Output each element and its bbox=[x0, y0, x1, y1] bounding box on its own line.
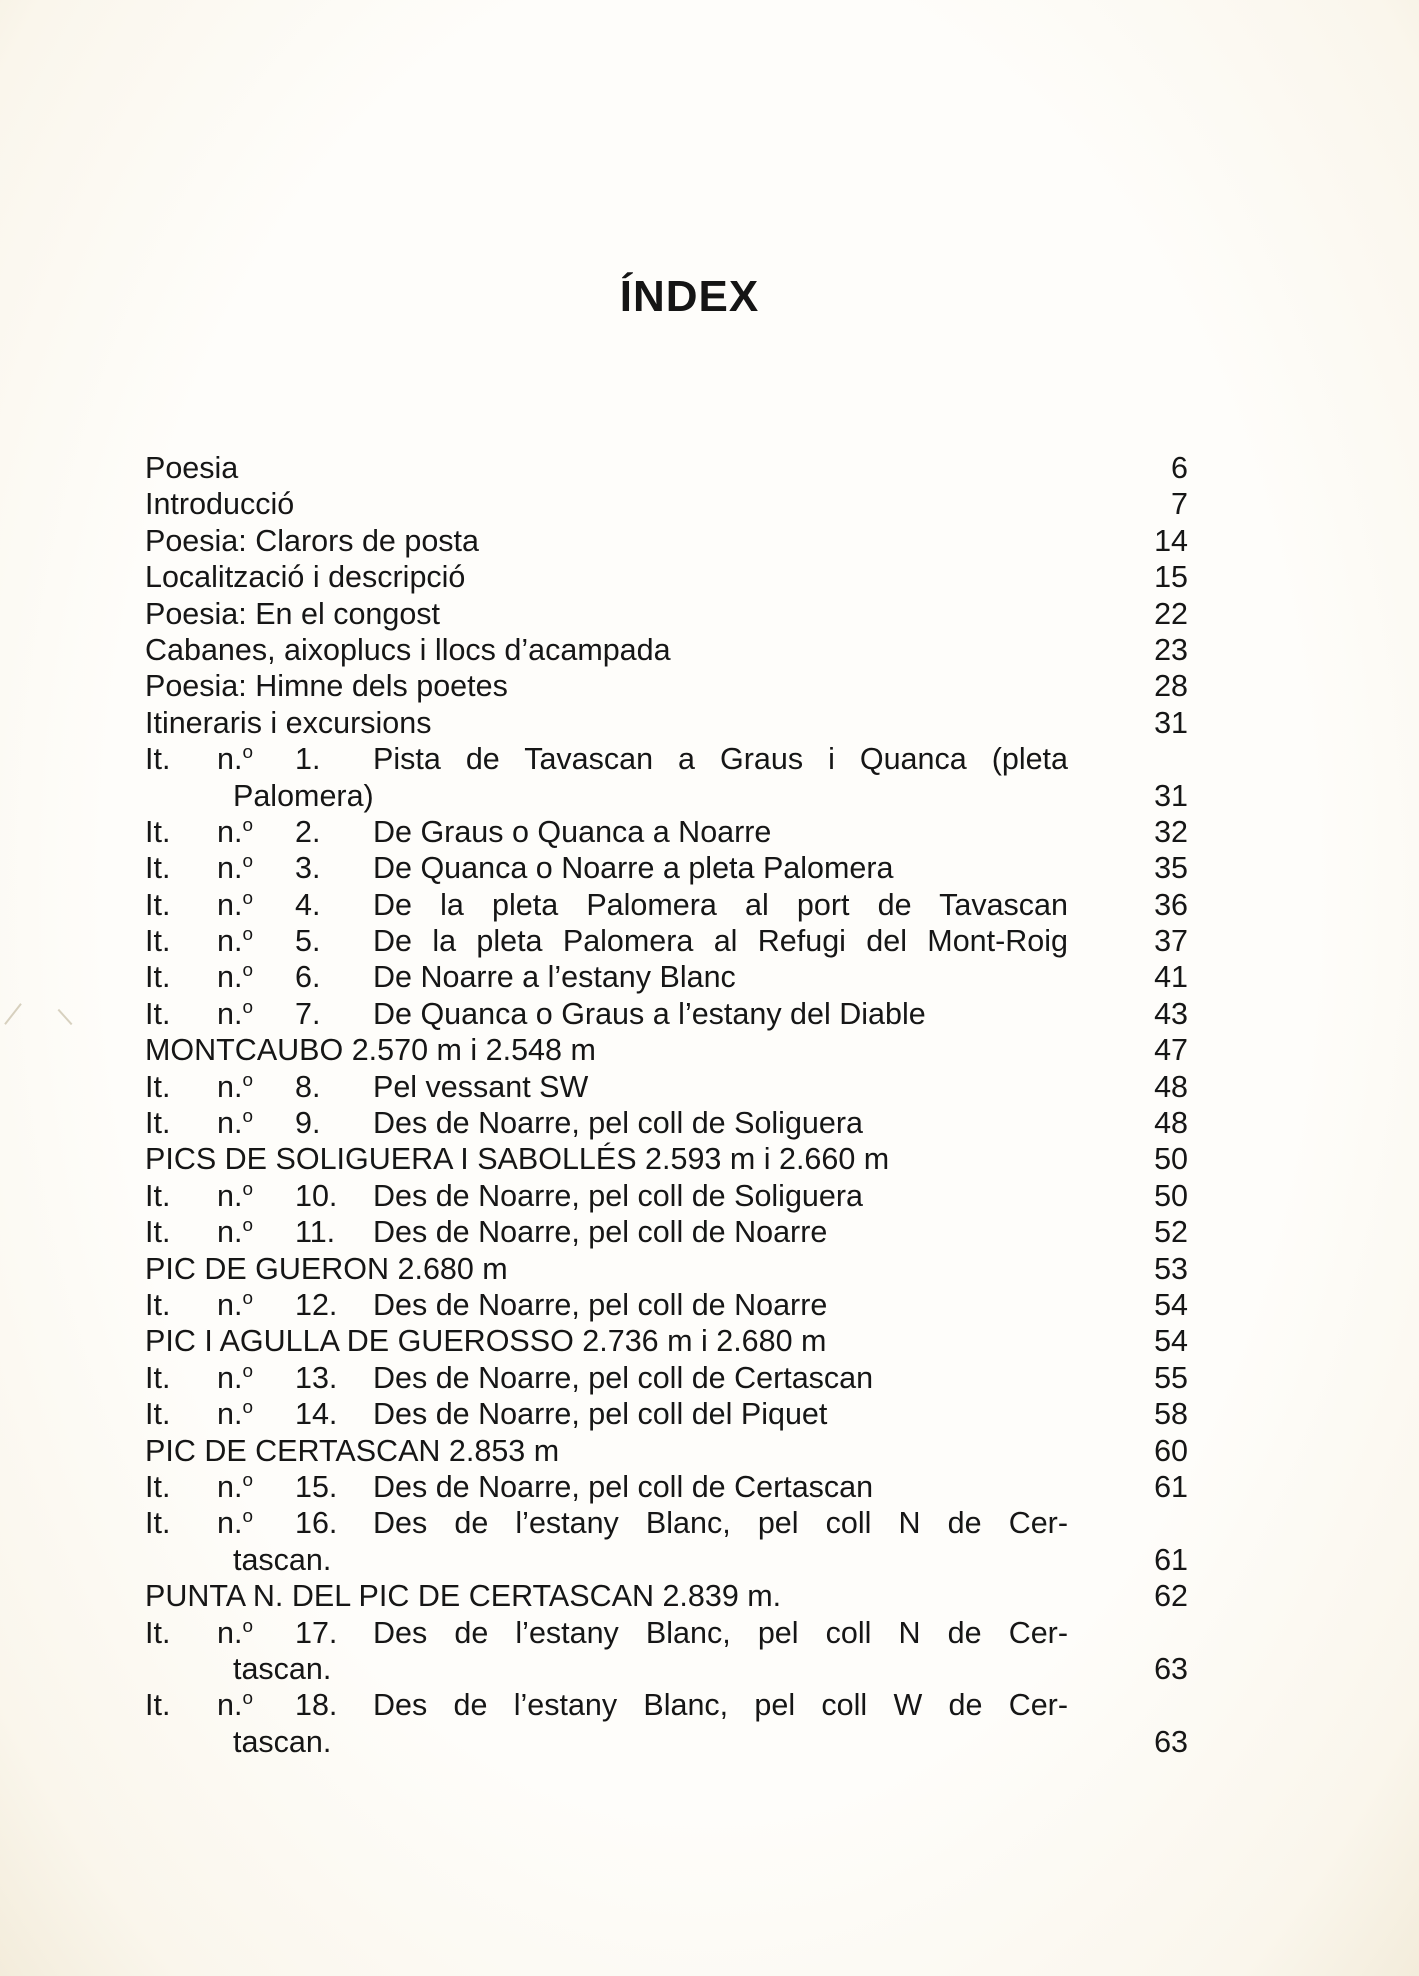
toc-row bbox=[145, 450, 1188, 486]
itinerary-number-abbrev: n.$^o$ bbox=[217, 1506, 253, 1541]
page-number: 61 bbox=[1154, 1542, 1188, 1577]
itinerary-number: 6. bbox=[295, 960, 321, 995]
itinerary-number-abbrev: n.$^o$ bbox=[217, 1360, 253, 1395]
page-number: 54 bbox=[1154, 1324, 1188, 1359]
toc-row bbox=[145, 705, 1188, 741]
page-number: 50 bbox=[1154, 1178, 1188, 1213]
toc-row bbox=[145, 1032, 1188, 1068]
entry-title: Palomera) bbox=[233, 778, 374, 813]
entry-title: De la pleta Palomera al Refugi del Mont-Roig bbox=[373, 924, 1068, 959]
toc-row bbox=[145, 850, 1188, 886]
ordinal-superscript: o bbox=[242, 1688, 253, 1710]
page-number: 41 bbox=[1154, 960, 1188, 995]
page-number: 54 bbox=[1154, 1287, 1188, 1322]
ordinal-superscript: o bbox=[242, 851, 253, 873]
itinerary-number: 9. bbox=[295, 1106, 321, 1141]
page-number: 35 bbox=[1154, 851, 1188, 886]
ordinal-superscript: o bbox=[242, 1469, 253, 1491]
page-number: 23 bbox=[1154, 632, 1188, 667]
toc-row bbox=[145, 1360, 1188, 1396]
dot-leader bbox=[254, 450, 1040, 486]
ordinal-superscript: o bbox=[242, 1105, 253, 1127]
itinerary-number-abbrev: n.$^o$ bbox=[217, 1215, 253, 1250]
page-number: 62 bbox=[1154, 1579, 1188, 1614]
toc-row bbox=[145, 814, 1188, 850]
toc-row bbox=[145, 1687, 1188, 1723]
dot-leader bbox=[843, 1214, 1040, 1250]
toc-row bbox=[145, 1069, 1188, 1105]
entry-title: Cabanes, aixoplucs i llocs d’acampada bbox=[145, 632, 671, 667]
entry-title: Poesia bbox=[145, 451, 239, 485]
toc-row bbox=[145, 996, 1188, 1032]
toc-row bbox=[145, 523, 1188, 559]
ordinal-superscript: o bbox=[242, 1178, 253, 1200]
entry-title: Localització i descripció bbox=[145, 560, 466, 595]
entry-title: Itineraris i excursions bbox=[145, 705, 432, 740]
itinerary-number: 13. bbox=[295, 1360, 338, 1395]
dot-leader bbox=[905, 1141, 1040, 1177]
toc-row bbox=[145, 668, 1188, 704]
toc-row bbox=[145, 486, 1188, 522]
itinerary-number: 11. bbox=[295, 1215, 336, 1250]
toc-row bbox=[145, 1505, 1188, 1541]
itinerary-abbrev: It. bbox=[145, 1615, 171, 1650]
dot-leader bbox=[347, 1651, 1040, 1687]
toc-row bbox=[145, 1615, 1188, 1651]
toc-row bbox=[145, 1651, 1188, 1687]
ordinal-superscript: o bbox=[242, 1615, 253, 1637]
entry-title: Poesia: En el congost bbox=[145, 596, 441, 631]
entry-title: De Quanca o Graus a l’estany del Diable bbox=[373, 996, 926, 1031]
page-number: 60 bbox=[1154, 1433, 1188, 1468]
itinerary-abbrev: It. bbox=[145, 996, 171, 1031]
dot-leader bbox=[604, 1069, 1040, 1105]
itinerary-number-abbrev: n.$^o$ bbox=[217, 1615, 253, 1650]
entry-title: Des de Noarre, pel coll de Soliguera bbox=[373, 1178, 863, 1213]
ordinal-superscript: o bbox=[242, 887, 253, 909]
itinerary-abbrev: It. bbox=[145, 1397, 171, 1432]
itinerary-abbrev: It. bbox=[145, 1360, 171, 1395]
page-number: 37 bbox=[1154, 924, 1188, 959]
page-number: 55 bbox=[1154, 1360, 1188, 1395]
ordinal-superscript: o bbox=[242, 996, 253, 1018]
dot-leader bbox=[889, 1360, 1040, 1396]
page-number: 28 bbox=[1154, 669, 1188, 704]
toc-row bbox=[145, 1578, 1188, 1614]
dot-leader bbox=[909, 850, 1040, 886]
toc-row bbox=[145, 959, 1188, 995]
page-number: 32 bbox=[1154, 814, 1188, 849]
dot-leader bbox=[787, 814, 1040, 850]
page-number: 6 bbox=[1171, 451, 1188, 485]
itinerary-number-abbrev: n.$^o$ bbox=[217, 1397, 253, 1432]
page-number: 53 bbox=[1154, 1251, 1188, 1286]
itinerary-number-abbrev: n.$^o$ bbox=[217, 887, 253, 922]
itinerary-number-abbrev: n.$^o$ bbox=[217, 1469, 253, 1504]
itinerary-abbrev: It. bbox=[145, 1069, 171, 1104]
itinerary-number: 14. bbox=[295, 1397, 338, 1432]
ordinal-superscript: o bbox=[242, 1360, 253, 1382]
itinerary-abbrev: It. bbox=[145, 1469, 171, 1504]
toc-row bbox=[145, 1178, 1188, 1214]
entry-title: De Noarre a l’estany Blanc bbox=[373, 960, 736, 995]
entry-title: PIC I AGULLA DE GUEROSSO 2.736 m i 2.680 m bbox=[145, 1324, 827, 1359]
itinerary-number-abbrev: n.$^o$ bbox=[217, 960, 253, 995]
dot-leader bbox=[842, 1323, 1040, 1359]
dot-leader bbox=[942, 996, 1040, 1032]
dot-leader bbox=[310, 486, 1040, 522]
entry-title: PIC DE GUERON 2.680 m bbox=[145, 1251, 508, 1286]
dot-leader bbox=[843, 1396, 1040, 1432]
page-number: 7 bbox=[1171, 487, 1188, 522]
dot-leader bbox=[495, 523, 1040, 559]
page-number: 15 bbox=[1154, 560, 1188, 595]
toc-row bbox=[145, 1469, 1188, 1505]
entry-title: tascan. bbox=[233, 1651, 332, 1686]
page-number: 36 bbox=[1154, 887, 1188, 922]
pencil-stray-mark bbox=[6, 995, 86, 1041]
itinerary-abbrev: It. bbox=[145, 1178, 171, 1213]
toc-row bbox=[145, 887, 1188, 923]
toc-row bbox=[145, 923, 1188, 959]
page-number: 63 bbox=[1154, 1724, 1188, 1759]
toc-row bbox=[145, 1105, 1188, 1141]
table-of-contents bbox=[145, 450, 1188, 1760]
itinerary-abbrev: It. bbox=[145, 960, 171, 995]
itinerary-number: 3. bbox=[295, 851, 321, 886]
itinerary-number: 7. bbox=[295, 996, 321, 1031]
page-number: 14 bbox=[1154, 523, 1188, 558]
entry-title: Des de Noarre, pel coll de Noarre bbox=[373, 1215, 828, 1250]
entry-title: Des de l’estany Blanc, pel coll N de Cer- bbox=[373, 1506, 1068, 1541]
itinerary-number-abbrev: n.$^o$ bbox=[217, 1069, 253, 1104]
itinerary-abbrev: It. bbox=[145, 1215, 171, 1250]
dot-leader bbox=[879, 1178, 1040, 1214]
itinerary-number-abbrev: n.$^o$ bbox=[217, 814, 253, 849]
itinerary-number: 17. bbox=[295, 1615, 338, 1650]
entry-title: MONTCAUBO 2.570 m i 2.548 m bbox=[145, 1033, 596, 1068]
dot-leader bbox=[481, 559, 1040, 595]
page-number: 22 bbox=[1154, 596, 1188, 631]
toc-row bbox=[145, 741, 1188, 777]
entry-title: PICS DE SOLIGUERA I SABOLLÉS 2.593 m i 2.660 m bbox=[145, 1142, 890, 1177]
itinerary-abbrev: It. bbox=[145, 1688, 171, 1723]
entry-title: Poesia: Himne dels poetes bbox=[145, 669, 508, 704]
itinerary-number: 1. bbox=[295, 742, 321, 777]
itinerary-number-abbrev: n.$^o$ bbox=[217, 1688, 253, 1723]
itinerary-number: 12. bbox=[295, 1287, 338, 1322]
itinerary-number: 4. bbox=[295, 887, 321, 922]
itinerary-abbrev: It. bbox=[145, 742, 171, 777]
page-title: ÍNDEX bbox=[619, 272, 760, 321]
ordinal-superscript: o bbox=[242, 1069, 253, 1091]
entry-title: tascan. bbox=[233, 1542, 332, 1577]
page-number: 61 bbox=[1154, 1469, 1188, 1504]
toc-row bbox=[145, 1251, 1188, 1287]
entry-title: De Graus o Quanca a Noarre bbox=[373, 814, 772, 849]
itinerary-number: 16. bbox=[295, 1506, 338, 1541]
page-number: 31 bbox=[1154, 705, 1188, 740]
itinerary-number: 10. bbox=[295, 1178, 338, 1213]
itinerary-number-abbrev: n.$^o$ bbox=[217, 741, 253, 777]
entry-title: Introducció bbox=[145, 487, 295, 522]
dot-leader bbox=[889, 1469, 1040, 1505]
itinerary-abbrev: It. bbox=[145, 924, 171, 959]
ordinal-superscript: o bbox=[242, 1215, 253, 1237]
itinerary-number: 8. bbox=[295, 1069, 321, 1104]
dot-leader bbox=[612, 1032, 1040, 1068]
entry-title: PIC DE CERTASCAN 2.853 m bbox=[145, 1433, 560, 1468]
dot-leader bbox=[390, 778, 1040, 814]
ordinal-superscript: o bbox=[242, 1506, 253, 1528]
toc-row bbox=[145, 778, 1188, 814]
toc-row bbox=[145, 1214, 1188, 1250]
page-number: 31 bbox=[1154, 778, 1188, 813]
itinerary-abbrev: It. bbox=[145, 887, 171, 922]
ordinal-superscript: o bbox=[242, 960, 253, 982]
itinerary-number: 15. bbox=[295, 1469, 338, 1504]
itinerary-abbrev: It. bbox=[145, 851, 171, 886]
toc-row bbox=[145, 1141, 1188, 1177]
dot-leader bbox=[347, 1542, 1040, 1578]
entry-title: De Quanca o Noarre a pleta Palomera bbox=[373, 851, 894, 886]
dot-leader bbox=[879, 1105, 1040, 1141]
toc-row bbox=[145, 1433, 1188, 1469]
page-number: 48 bbox=[1154, 1069, 1188, 1104]
entry-title: Des de Noarre, pel coll de Certascan bbox=[373, 1360, 874, 1395]
toc-row bbox=[145, 1396, 1188, 1432]
itinerary-number-abbrev: n.$^o$ bbox=[217, 1287, 253, 1322]
dot-leader bbox=[843, 1287, 1040, 1323]
toc-row bbox=[145, 1287, 1188, 1323]
page-number: 48 bbox=[1154, 1106, 1188, 1141]
dot-leader bbox=[797, 1578, 1040, 1614]
entry-title: Des de Noarre, pel coll de Soliguera bbox=[373, 1106, 863, 1141]
ordinal-superscript: o bbox=[242, 814, 253, 836]
page-number: 47 bbox=[1154, 1033, 1188, 1068]
itinerary-number: 18. bbox=[295, 1688, 338, 1723]
toc-row bbox=[145, 1323, 1188, 1359]
itinerary-abbrev: It. bbox=[145, 814, 171, 849]
itinerary-number-abbrev: n.$^o$ bbox=[217, 851, 253, 886]
entry-title: Des de Noarre, pel coll de Certascan bbox=[373, 1469, 874, 1504]
itinerary-number-abbrev: n.$^o$ bbox=[217, 923, 253, 959]
entry-title: Poesia: Clarors de posta bbox=[145, 523, 479, 558]
dot-leader bbox=[524, 668, 1040, 704]
entry-title: Des de l’estany Blanc, pel coll W de Cer- bbox=[373, 1688, 1068, 1723]
itinerary-abbrev: It. bbox=[145, 1106, 171, 1141]
dot-leader bbox=[575, 1433, 1040, 1469]
itinerary-number-abbrev: n.$^o$ bbox=[217, 1105, 253, 1141]
ordinal-superscript: o bbox=[242, 1397, 253, 1418]
page-number: 63 bbox=[1154, 1651, 1188, 1686]
itinerary-number: 5. bbox=[295, 924, 321, 959]
itinerary-number: 2. bbox=[295, 814, 321, 849]
dot-leader bbox=[524, 1251, 1040, 1287]
entry-title: Des de Noarre, pel coll de Noarre bbox=[373, 1287, 828, 1322]
itinerary-number-abbrev: n.$^o$ bbox=[217, 1178, 253, 1213]
ordinal-superscript: o bbox=[242, 741, 253, 763]
ordinal-superscript: o bbox=[242, 1287, 253, 1309]
toc-row bbox=[145, 632, 1188, 668]
entry-title: PUNTA N. DEL PIC DE CERTASCAN 2.839 m. bbox=[145, 1579, 782, 1614]
page-number: 50 bbox=[1154, 1142, 1188, 1177]
dot-leader bbox=[456, 596, 1040, 632]
entry-title: Des de Noarre, pel coll del Piquet bbox=[373, 1397, 828, 1432]
dot-leader bbox=[347, 1724, 1040, 1760]
dot-leader bbox=[687, 632, 1040, 668]
page-number: 52 bbox=[1154, 1215, 1188, 1250]
toc-row bbox=[145, 596, 1188, 632]
page-number: 58 bbox=[1154, 1397, 1188, 1432]
itinerary-abbrev: It. bbox=[145, 1506, 171, 1541]
entry-title: Des de l’estany Blanc, pel coll N de Cer- bbox=[373, 1615, 1068, 1650]
toc-row bbox=[145, 1724, 1188, 1760]
dot-leader bbox=[447, 705, 1040, 741]
page-number: 43 bbox=[1154, 996, 1188, 1031]
entry-title: Pel vessant SW bbox=[373, 1069, 589, 1104]
ordinal-superscript: o bbox=[242, 923, 253, 945]
dot-leader bbox=[752, 959, 1040, 995]
entry-title: tascan. bbox=[233, 1724, 332, 1759]
itinerary-abbrev: It. bbox=[145, 1287, 171, 1322]
itinerary-number-abbrev: n.$^o$ bbox=[217, 996, 253, 1031]
entry-title: De la pleta Palomera al port de Tavascan bbox=[373, 887, 1068, 922]
toc-row bbox=[145, 1542, 1188, 1578]
entry-title: Pista de Tavascan a Graus i Quanca (pleta bbox=[373, 742, 1068, 777]
toc-row bbox=[145, 559, 1188, 595]
